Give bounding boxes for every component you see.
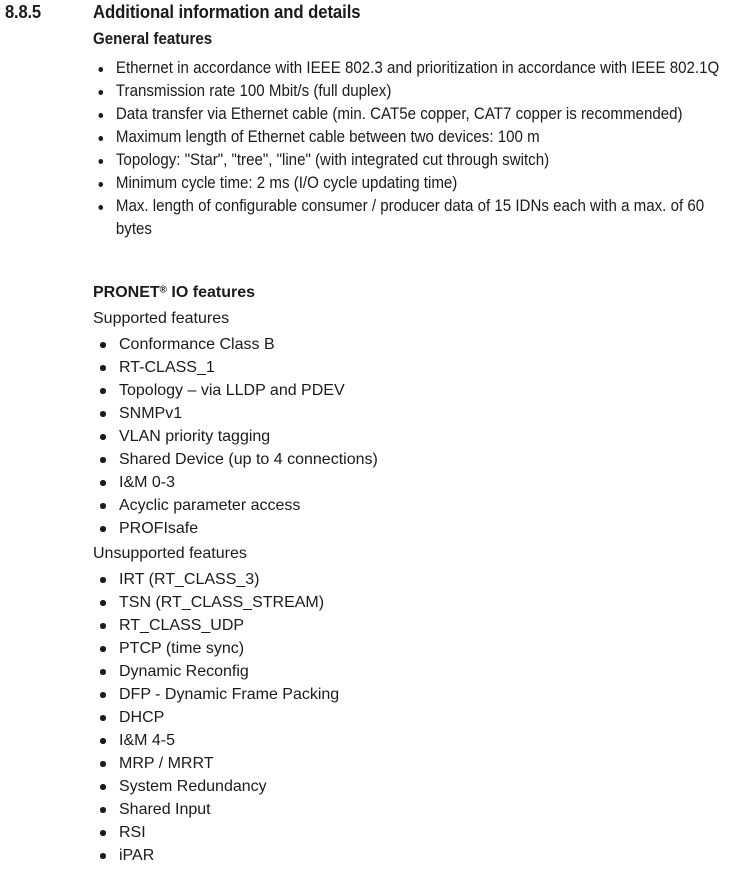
- list-item: I&M 0-3: [93, 471, 738, 494]
- list-item: RSI: [93, 821, 738, 844]
- registered-trademark-icon: ®: [159, 284, 167, 296]
- pronet-io-block: [93, 281, 738, 867]
- list-item: Conformance Class B: [93, 333, 738, 356]
- list-item: Dynamic Reconfig: [93, 660, 738, 683]
- list-item: Max. length of configurable consumer / producer data of 15 IDNs each with a max. of 60 bytes: [93, 195, 739, 241]
- list-item: VLAN priority tagging: [93, 425, 738, 448]
- general-features-subhead: General features: [93, 30, 213, 48]
- pronet-io-title: [93, 281, 738, 304]
- list-item: DFP - Dynamic Frame Packing: [93, 683, 738, 706]
- list-item: Shared Input: [93, 798, 738, 821]
- list-item: iPAR: [93, 844, 738, 867]
- list-item: DHCP: [93, 706, 738, 729]
- unsupported-features-subhead: Unsupported features: [93, 545, 247, 562]
- list-item: Shared Device (up to 4 connections): [93, 448, 738, 471]
- section-spacer: [93, 241, 738, 281]
- general-features-block: [93, 28, 739, 241]
- list-item: Maximum length of Ethernet cable between two devices: 100 m: [93, 126, 739, 149]
- list-item: PROFIsafe: [93, 517, 738, 540]
- list-item: SNMPv1: [93, 402, 738, 425]
- general-features-list: [93, 57, 739, 241]
- list-item: Ethernet in accordance with IEEE 802.3 and prioritization in accordance with IEEE 802.1Q: [93, 57, 739, 80]
- body-column: [93, 28, 738, 867]
- list-item: Minimum cycle time: 2 ms (I/O cycle updating time): [93, 172, 739, 195]
- pronet-io-title-suffix: IO features: [166, 284, 256, 301]
- list-item: Transmission rate 100 Mbit/s (full duplex): [93, 80, 739, 103]
- pronet-io-title-prefix: PRONET: [93, 284, 160, 301]
- list-item: PTCP (time sync): [93, 637, 738, 660]
- unsupported-features-list: [93, 568, 738, 867]
- page-title: Additional information and details: [93, 2, 361, 22]
- list-item: Data transfer via Ethernet cable (min. CAT5e copper, CAT7 copper is recommended): [93, 103, 739, 126]
- supported-features-list: [93, 333, 738, 540]
- list-item: System Redundancy: [93, 775, 738, 798]
- list-item: Topology – via LLDP and PDEV: [93, 379, 738, 402]
- list-item: RT_CLASS_UDP: [93, 614, 738, 637]
- section-number: 8.8.5: [5, 2, 41, 22]
- list-item: TSN (RT_CLASS_STREAM): [93, 591, 738, 614]
- section-heading: [0, 0, 747, 28]
- list-item: I&M 4-5: [93, 729, 738, 752]
- list-item: MRP / MRRT: [93, 752, 738, 775]
- list-item: Topology: "Star", "tree", "line" (with integrated cut through switch): [93, 149, 739, 172]
- list-item: IRT (RT_CLASS_3): [93, 568, 738, 591]
- supported-features-subhead: Supported features: [93, 310, 230, 327]
- list-item: RT-CLASS_1: [93, 356, 738, 379]
- list-item: Acyclic parameter access: [93, 494, 738, 517]
